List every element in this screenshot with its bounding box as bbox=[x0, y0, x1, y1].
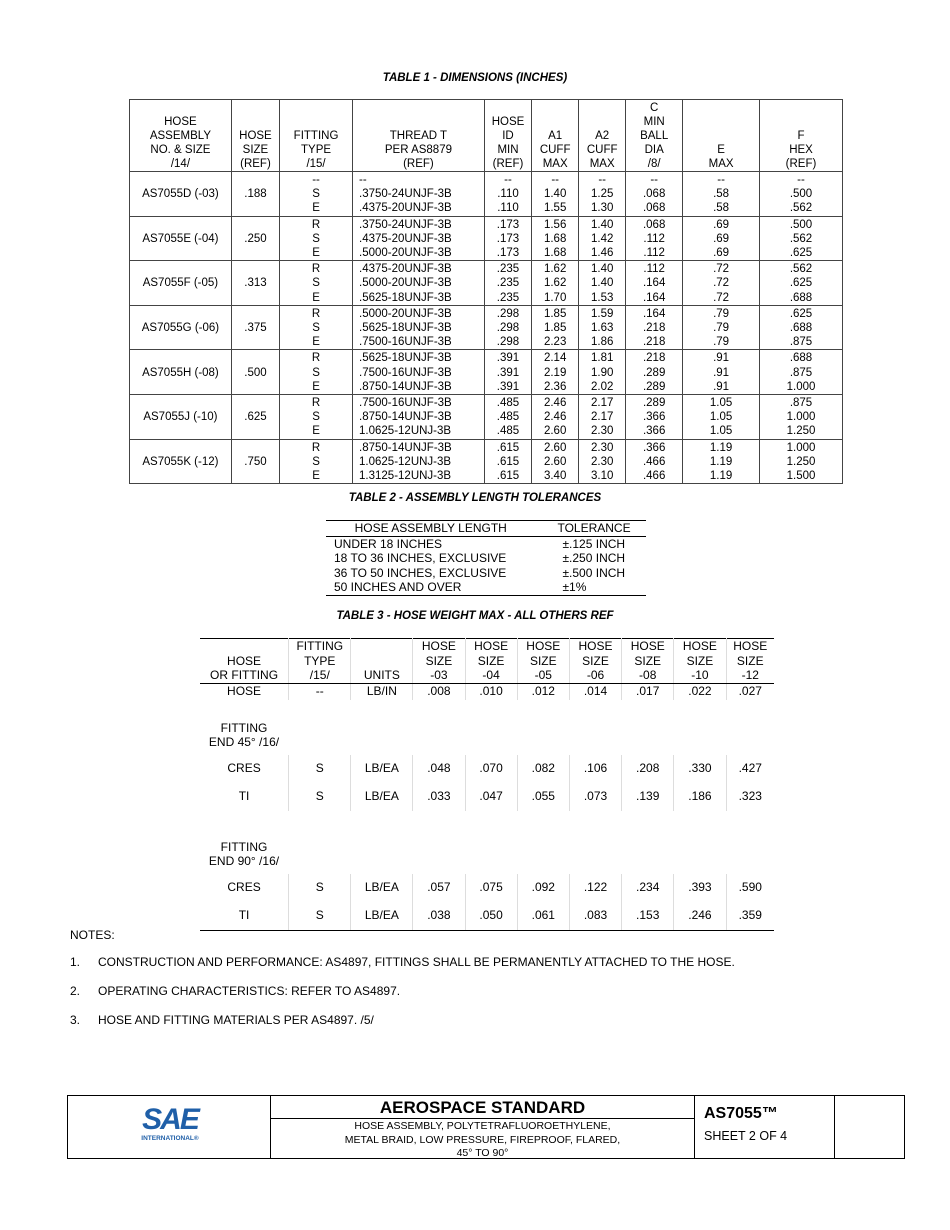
t3-data-cell: .234 bbox=[622, 874, 674, 902]
t3-data-cell: .323 bbox=[738, 789, 762, 804]
table-row bbox=[326, 566, 646, 581]
t1-data-cell: R S E bbox=[280, 261, 353, 306]
note-number: 2. bbox=[70, 984, 81, 998]
t1-data-cell: 2.60 2.60 3.40 bbox=[532, 439, 579, 484]
t3-header-cell: HOSE SIZE -12 bbox=[726, 639, 774, 684]
table-row bbox=[130, 305, 843, 350]
t1-header-cell: A2 CUFF MAX bbox=[579, 100, 626, 172]
hose-size-cell: .500 bbox=[231, 350, 279, 395]
table-row bbox=[130, 172, 843, 217]
assembly-cell: AS7055D (-03) bbox=[130, 172, 232, 217]
t3-data-cell: .186 bbox=[674, 783, 726, 811]
t3-data-cell: .048 bbox=[413, 755, 465, 783]
tolerance-cell: ±.125 INCH bbox=[562, 536, 626, 551]
standard-title: AEROSPACE STANDARD bbox=[379, 1098, 586, 1117]
t3-data-cell: TI bbox=[200, 783, 289, 811]
tolerance-cell: ±.500 INCH bbox=[562, 565, 626, 580]
t1-data-cell: .3750-24UNJF-3B .4375-20UNJF-3B .5000-20UNJF-3B bbox=[353, 216, 485, 261]
fitting-label-text: FITTING END 90° /16/ bbox=[208, 839, 280, 868]
t3-data-cell: LB/EA bbox=[351, 874, 413, 902]
t1-data-cell: R S E bbox=[280, 395, 353, 440]
tolerance-cell: ±1% bbox=[535, 580, 646, 595]
t3-data-cell: LB/EA bbox=[351, 783, 413, 811]
table-row bbox=[130, 350, 843, 395]
standard-description bbox=[271, 1120, 694, 1161]
t3-data-cell: .017 bbox=[622, 683, 674, 700]
length-cell: UNDER 18 INCHES bbox=[334, 536, 443, 551]
table-row bbox=[200, 874, 774, 902]
hose-size-cell: .750 bbox=[231, 439, 279, 484]
table-row bbox=[200, 755, 774, 783]
t1-data-cell: -- .3750-24UNJF-3B .4375-20UNJF-3B bbox=[353, 172, 485, 217]
t1-data-cell: .366 .466 .466 bbox=[626, 439, 683, 484]
t1-data-cell: -- 1.25 1.30 bbox=[579, 172, 626, 217]
t3-data-cell: S bbox=[289, 874, 351, 902]
t1-data-cell: 1.56 1.68 1.68 bbox=[532, 216, 579, 261]
sae-logo bbox=[138, 1102, 202, 1145]
t1-data-cell: 1.05 1.05 1.05 bbox=[683, 395, 760, 440]
t1-data-cell: -- 1.40 1.55 bbox=[532, 172, 579, 217]
t1-data-cell: .235 .235 .235 bbox=[484, 261, 531, 306]
t1-data-cell: -- .500 .562 bbox=[760, 172, 843, 217]
logo-subtext: INTERNATIONAL® bbox=[141, 1135, 199, 1142]
dimensions-table bbox=[129, 99, 843, 484]
notes-title: NOTES: bbox=[70, 928, 115, 942]
t2-header-length: HOSE ASSEMBLY LENGTH bbox=[326, 521, 535, 537]
table1-caption: TABLE 1 - DIMENSIONS (INCHES) bbox=[382, 72, 568, 84]
table-row bbox=[130, 439, 843, 484]
sheet-number: SHEET 2 OF 4 bbox=[704, 1129, 788, 1143]
hose-size-cell: .375 bbox=[231, 305, 279, 350]
t1-data-cell: R S E bbox=[280, 350, 353, 395]
t1-data-cell: .688 .875 1.000 bbox=[760, 350, 843, 395]
t3-data-cell: .082 bbox=[517, 755, 569, 783]
fitting-label-text: FITTING END 45° /16/ bbox=[208, 720, 280, 749]
t1-data-cell: -- .58 .58 bbox=[683, 172, 760, 217]
t1-data-cell: .218 .289 .289 bbox=[626, 350, 683, 395]
t1-data-cell: 2.46 2.46 2.60 bbox=[532, 395, 579, 440]
t3-data-cell: .070 bbox=[465, 755, 517, 783]
table-row bbox=[200, 902, 774, 931]
t3-data-cell: .010 bbox=[465, 683, 517, 700]
length-cell: 36 TO 50 INCHES, EXCLUSIVE bbox=[334, 565, 507, 580]
t3-data-cell: .122 bbox=[569, 874, 621, 902]
hose-size-cell: .625 bbox=[231, 395, 279, 440]
doc-number: AS7055™ bbox=[704, 1105, 778, 1122]
t3-data-cell: S bbox=[289, 755, 351, 783]
hose-size-cell: .250 bbox=[231, 216, 279, 261]
t1-data-cell: -- .110 .110 bbox=[484, 172, 531, 217]
description-line: METAL BRAID, LOW PRESSURE, FIREPROOF, FLARED, bbox=[344, 1133, 621, 1146]
t1-header-cell: A1 CUFF MAX bbox=[532, 100, 579, 172]
table-row bbox=[130, 216, 843, 261]
t3-data-cell: .033 bbox=[413, 783, 465, 811]
hose-size-cell: .313 bbox=[231, 261, 279, 306]
t3-data-cell: .092 bbox=[517, 874, 569, 902]
t3-data-cell: S bbox=[289, 902, 351, 931]
t3-data-cell: .246 bbox=[674, 902, 726, 931]
t3-data-cell: LB/EA bbox=[351, 902, 413, 931]
t3-data-cell: .393 bbox=[674, 874, 726, 902]
t1-data-cell: .112 .164 .164 bbox=[626, 261, 683, 306]
assembly-cell: AS7055G (-06) bbox=[130, 305, 232, 350]
t1-data-cell: -- .068 .068 bbox=[626, 172, 683, 217]
t1-data-cell: .164 .218 .218 bbox=[626, 305, 683, 350]
t1-data-cell: .391 .391 .391 bbox=[484, 350, 531, 395]
t1-data-cell: .068 .112 .112 bbox=[626, 216, 683, 261]
t1-data-cell: .5625-18UNJF-3B .7500-16UNJF-3B .8750-14UNJF-3B bbox=[353, 350, 485, 395]
t3-data-cell: .073 bbox=[569, 783, 621, 811]
t3-data-cell: LB/IN bbox=[351, 683, 413, 700]
t3-data-cell: .106 bbox=[569, 755, 621, 783]
description-line: HOSE ASSEMBLY, POLYTETRAFLUOROETHYLENE, bbox=[354, 1120, 611, 1132]
t1-data-cell: .72 .72 .72 bbox=[683, 261, 760, 306]
table2-caption: TABLE 2 - ASSEMBLY LENGTH TOLERANCES bbox=[348, 492, 602, 504]
t3-header-cell: FITTING TYPE /15/ bbox=[289, 639, 351, 684]
empty-cell bbox=[835, 1096, 904, 1158]
note-text: HOSE AND FITTING MATERIALS PER AS4897. /5/ bbox=[98, 1013, 374, 1027]
tolerances-table bbox=[326, 520, 646, 596]
t3-header-cell: UNITS bbox=[351, 639, 413, 684]
note-text: OPERATING CHARACTERISTICS: REFER TO AS4897. bbox=[98, 984, 401, 998]
t1-data-cell: .5000-20UNJF-3B .5625-18UNJF-3B .7500-16UNJF-3B bbox=[353, 305, 485, 350]
table-row bbox=[200, 811, 774, 874]
table-row bbox=[326, 580, 646, 595]
fitting-group-label bbox=[200, 811, 774, 874]
note-number: 1. bbox=[70, 955, 81, 969]
t3-data-cell: .139 bbox=[622, 783, 674, 811]
t3-data-cell: TI bbox=[200, 902, 289, 931]
t2-header-tolerance: TOLERANCE bbox=[535, 521, 646, 537]
t3-data-cell: .075 bbox=[465, 874, 517, 902]
t1-data-cell: R S E bbox=[280, 439, 353, 484]
table-row bbox=[130, 395, 843, 440]
t1-data-cell: 1.85 1.85 2.23 bbox=[532, 305, 579, 350]
logo-cell bbox=[68, 1096, 271, 1158]
t3-data-cell: CRES bbox=[200, 755, 289, 783]
t3-data-cell: .083 bbox=[569, 902, 621, 931]
t1-data-cell: .8750-14UNJF-3B 1.0625-12UNJ-3B 1.3125-12UNJ-3B bbox=[353, 439, 485, 484]
t1-header-cell: FITTING TYPE /15/ bbox=[280, 100, 353, 172]
assembly-cell: AS7055H (-08) bbox=[130, 350, 232, 395]
sae-logo-icon bbox=[138, 1102, 202, 1142]
t1-data-cell: .562 .625 .688 bbox=[760, 261, 843, 306]
t1-data-cell: .4375-20UNJF-3B .5000-20UNJF-3B .5625-18UNJF-3B bbox=[353, 261, 485, 306]
t3-data-cell: .012 bbox=[517, 683, 569, 700]
t3-data-cell: .014 bbox=[569, 683, 621, 700]
t1-data-cell: 1.62 1.62 1.70 bbox=[532, 261, 579, 306]
assembly-cell: AS7055K (-12) bbox=[130, 439, 232, 484]
hose-size-cell: .188 bbox=[231, 172, 279, 217]
t1-data-cell: 1.81 1.90 2.02 bbox=[579, 350, 626, 395]
t1-data-cell: 1.40 1.40 1.53 bbox=[579, 261, 626, 306]
assembly-cell: AS7055F (-05) bbox=[130, 261, 232, 306]
tolerance-cell: ±.250 INCH bbox=[562, 551, 626, 565]
t1-data-cell: .289 .366 .366 bbox=[626, 395, 683, 440]
t3-data-cell: .008 bbox=[413, 683, 465, 700]
t3-data-cell: .061 bbox=[517, 902, 569, 931]
t1-data-cell: .875 1.000 1.250 bbox=[760, 395, 843, 440]
t1-header-cell: HOSE SIZE (REF) bbox=[231, 100, 279, 172]
t1-header-cell: C MIN BALL DIA /8/ bbox=[626, 100, 683, 172]
t3-data-cell: .330 bbox=[674, 755, 726, 783]
table-row bbox=[200, 700, 774, 755]
t1-data-cell: .625 .688 .875 bbox=[760, 305, 843, 350]
table3-caption: TABLE 3 - HOSE WEIGHT MAX - ALL OTHERS REF bbox=[336, 610, 614, 622]
t1-data-cell: 2.17 2.17 2.30 bbox=[579, 395, 626, 440]
t1-data-cell: 2.30 2.30 3.10 bbox=[579, 439, 626, 484]
t1-header-cell: HOSE ID MIN (REF) bbox=[484, 100, 531, 172]
t3-data-cell: .050 bbox=[465, 902, 517, 931]
note-number: 3. bbox=[70, 1013, 81, 1027]
t3-header-cell: HOSE SIZE -08 bbox=[622, 639, 674, 684]
fitting-group-label bbox=[200, 700, 774, 755]
t1-header-cell: HOSE ASSEMBLY NO. & SIZE /14/ bbox=[130, 100, 232, 172]
t1-data-cell: .79 .79 .79 bbox=[683, 305, 760, 350]
t3-data-cell: .208 bbox=[622, 755, 674, 783]
length-cell: 18 TO 36 INCHES, EXCLUSIVE bbox=[334, 551, 507, 565]
t1-data-cell: 2.14 2.19 2.36 bbox=[532, 350, 579, 395]
t3-data-cell: LB/EA bbox=[351, 755, 413, 783]
t1-data-cell: 1.40 1.42 1.46 bbox=[579, 216, 626, 261]
t1-data-cell: 1.59 1.63 1.86 bbox=[579, 305, 626, 350]
t1-data-cell: .615 .615 .615 bbox=[484, 439, 531, 484]
weight-table bbox=[200, 638, 774, 931]
t3-data-cell: S bbox=[289, 783, 351, 811]
t1-data-cell: -- S E bbox=[280, 172, 353, 217]
t1-data-cell: .500 .562 .625 bbox=[760, 216, 843, 261]
t3-header-cell: HOSE OR FITTING bbox=[200, 639, 289, 684]
t1-data-cell: .485 .485 .485 bbox=[484, 395, 531, 440]
t1-data-cell: R S E bbox=[280, 305, 353, 350]
t3-data-cell: .359 bbox=[726, 902, 774, 931]
t3-data-cell: .153 bbox=[622, 902, 674, 931]
t1-data-cell: .298 .298 .298 bbox=[484, 305, 531, 350]
t3-header-cell: HOSE SIZE -06 bbox=[569, 639, 621, 684]
t3-header-cell: HOSE SIZE -10 bbox=[674, 639, 726, 684]
assembly-cell: AS7055J (-10) bbox=[130, 395, 232, 440]
t3-header-cell: HOSE SIZE -05 bbox=[517, 639, 569, 684]
table-row bbox=[200, 683, 774, 700]
table-row bbox=[326, 551, 646, 566]
t3-data-cell: -- bbox=[289, 683, 351, 700]
t3-data-cell: .022 bbox=[674, 683, 726, 700]
t1-header-cell: E MAX bbox=[683, 100, 760, 172]
length-cell: 50 INCHES AND OVER bbox=[326, 580, 535, 595]
doc-number-cell bbox=[695, 1096, 835, 1158]
table-row bbox=[326, 536, 646, 551]
table-row bbox=[200, 783, 774, 811]
t3-header-cell: HOSE SIZE -04 bbox=[465, 639, 517, 684]
t1-header-cell: THREAD T PER AS8879 (REF) bbox=[353, 100, 485, 172]
t3-data-cell: .055 bbox=[517, 783, 569, 811]
title-divider bbox=[271, 1118, 694, 1119]
t1-data-cell: .7500-16UNJF-3B .8750-14UNJF-3B 1.0625-12UNJ-3B bbox=[353, 395, 485, 440]
t1-data-cell: .69 .69 .69 bbox=[683, 216, 760, 261]
t3-data-cell: .027 bbox=[738, 683, 762, 698]
title-cell bbox=[271, 1096, 695, 1158]
t3-data-cell: CRES bbox=[200, 874, 289, 902]
t3-data-cell: .047 bbox=[465, 783, 517, 811]
t1-data-cell: R S E bbox=[280, 216, 353, 261]
t1-data-cell: .173 .173 .173 bbox=[484, 216, 531, 261]
logo-wordmark: SAE bbox=[142, 1103, 198, 1136]
t1-data-cell: .91 .91 .91 bbox=[683, 350, 760, 395]
t1-header-cell: F HEX (REF) bbox=[760, 100, 843, 172]
note-text: CONSTRUCTION AND PERFORMANCE: AS4897, FITTINGS SHALL BE PERMANENTLY ATTACHED TO THE HOSE. bbox=[98, 955, 735, 969]
t3-header-cell: HOSE SIZE -03 bbox=[413, 639, 465, 684]
assembly-cell: AS7055E (-04) bbox=[130, 216, 232, 261]
t3-data-cell: HOSE bbox=[200, 683, 289, 700]
description-line: 45° TO 90° bbox=[456, 1147, 509, 1159]
t1-data-cell: 1.19 1.19 1.19 bbox=[683, 439, 760, 484]
title-block bbox=[67, 1095, 905, 1159]
t3-data-cell: .038 bbox=[413, 902, 465, 931]
t1-data-cell: 1.000 1.250 1.500 bbox=[760, 439, 843, 484]
table-row bbox=[130, 261, 843, 306]
t3-data-cell: .590 bbox=[738, 880, 762, 895]
t3-data-cell: .427 bbox=[738, 761, 762, 776]
t3-data-cell: .057 bbox=[413, 874, 465, 902]
